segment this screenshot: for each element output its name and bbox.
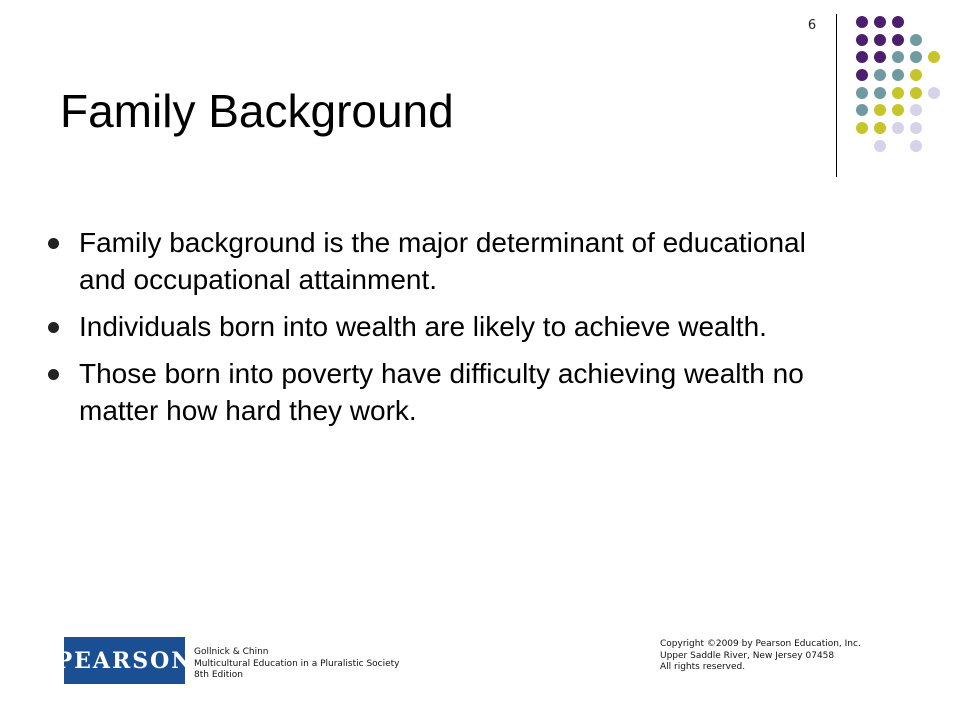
decorative-dot bbox=[910, 51, 922, 63]
header-divider-line bbox=[836, 14, 837, 177]
footer-book-title: Multicultural Education in a Pluralistic Society bbox=[194, 658, 400, 669]
decorative-dot bbox=[910, 87, 922, 99]
decorative-dot bbox=[910, 140, 922, 152]
decorative-dot bbox=[874, 140, 886, 152]
footer-authors: Gollnick & Chinn bbox=[194, 647, 269, 657]
bullet-item bbox=[40, 224, 840, 298]
decorative-dot bbox=[910, 104, 922, 116]
decorative-dot bbox=[910, 122, 922, 134]
decorative-dot bbox=[910, 34, 922, 46]
footer-copyright-line: Copyright ©2009 by Pearson Education, Inc. bbox=[660, 639, 861, 649]
decorative-dot bbox=[910, 69, 922, 81]
decorative-dot bbox=[892, 104, 904, 116]
decorative-dot bbox=[892, 16, 904, 28]
decorative-dot bbox=[874, 122, 886, 134]
decorative-dot bbox=[874, 16, 886, 28]
decorative-dot bbox=[874, 69, 886, 81]
footer-copyright bbox=[660, 639, 861, 674]
bullet-item bbox=[40, 355, 840, 429]
decorative-dot bbox=[874, 51, 886, 63]
decorative-dot bbox=[892, 69, 904, 81]
decorative-dot bbox=[856, 34, 868, 46]
decorative-dot bbox=[856, 51, 868, 63]
bullet-dot-icon bbox=[48, 322, 59, 333]
footer-rights-line: All rights reserved. bbox=[660, 662, 746, 672]
bullet-item bbox=[40, 308, 840, 345]
bullet-list bbox=[40, 224, 840, 439]
decorative-dot bbox=[892, 122, 904, 134]
bullet-text: Those born into poverty have difficulty achieving wealth no matter how hard they work. bbox=[79, 358, 804, 426]
decorative-dot bbox=[856, 69, 868, 81]
decorative-dot bbox=[874, 104, 886, 116]
bullet-text: Individuals born into wealth are likely to achieve wealth. bbox=[79, 311, 767, 342]
footer-address-line: Upper Saddle River, New Jersey 07458 bbox=[660, 650, 835, 661]
decorative-dot bbox=[928, 51, 940, 63]
decorative-dot bbox=[892, 51, 904, 63]
slide-number: 6 bbox=[807, 18, 817, 33]
bullet-dot-icon bbox=[48, 369, 59, 380]
decorative-dot bbox=[856, 16, 868, 28]
pearson-logo: PEARSON bbox=[64, 637, 185, 684]
decorative-dot bbox=[856, 104, 868, 116]
decorative-dot bbox=[892, 87, 904, 99]
decorative-dot bbox=[856, 122, 868, 134]
bullet-dot-icon bbox=[48, 238, 59, 249]
decorative-dot bbox=[892, 34, 904, 46]
decorative-dot bbox=[856, 87, 868, 99]
footer-book-info bbox=[194, 647, 400, 682]
bullet-text: Family background is the major determinant of educational and occupational attainment. bbox=[79, 227, 806, 295]
decorative-dot bbox=[874, 87, 886, 99]
decorative-dot bbox=[874, 34, 886, 46]
decorative-dot bbox=[928, 87, 940, 99]
footer-edition: 8th Edition bbox=[194, 670, 243, 680]
slide-title: Family Background bbox=[60, 85, 454, 137]
